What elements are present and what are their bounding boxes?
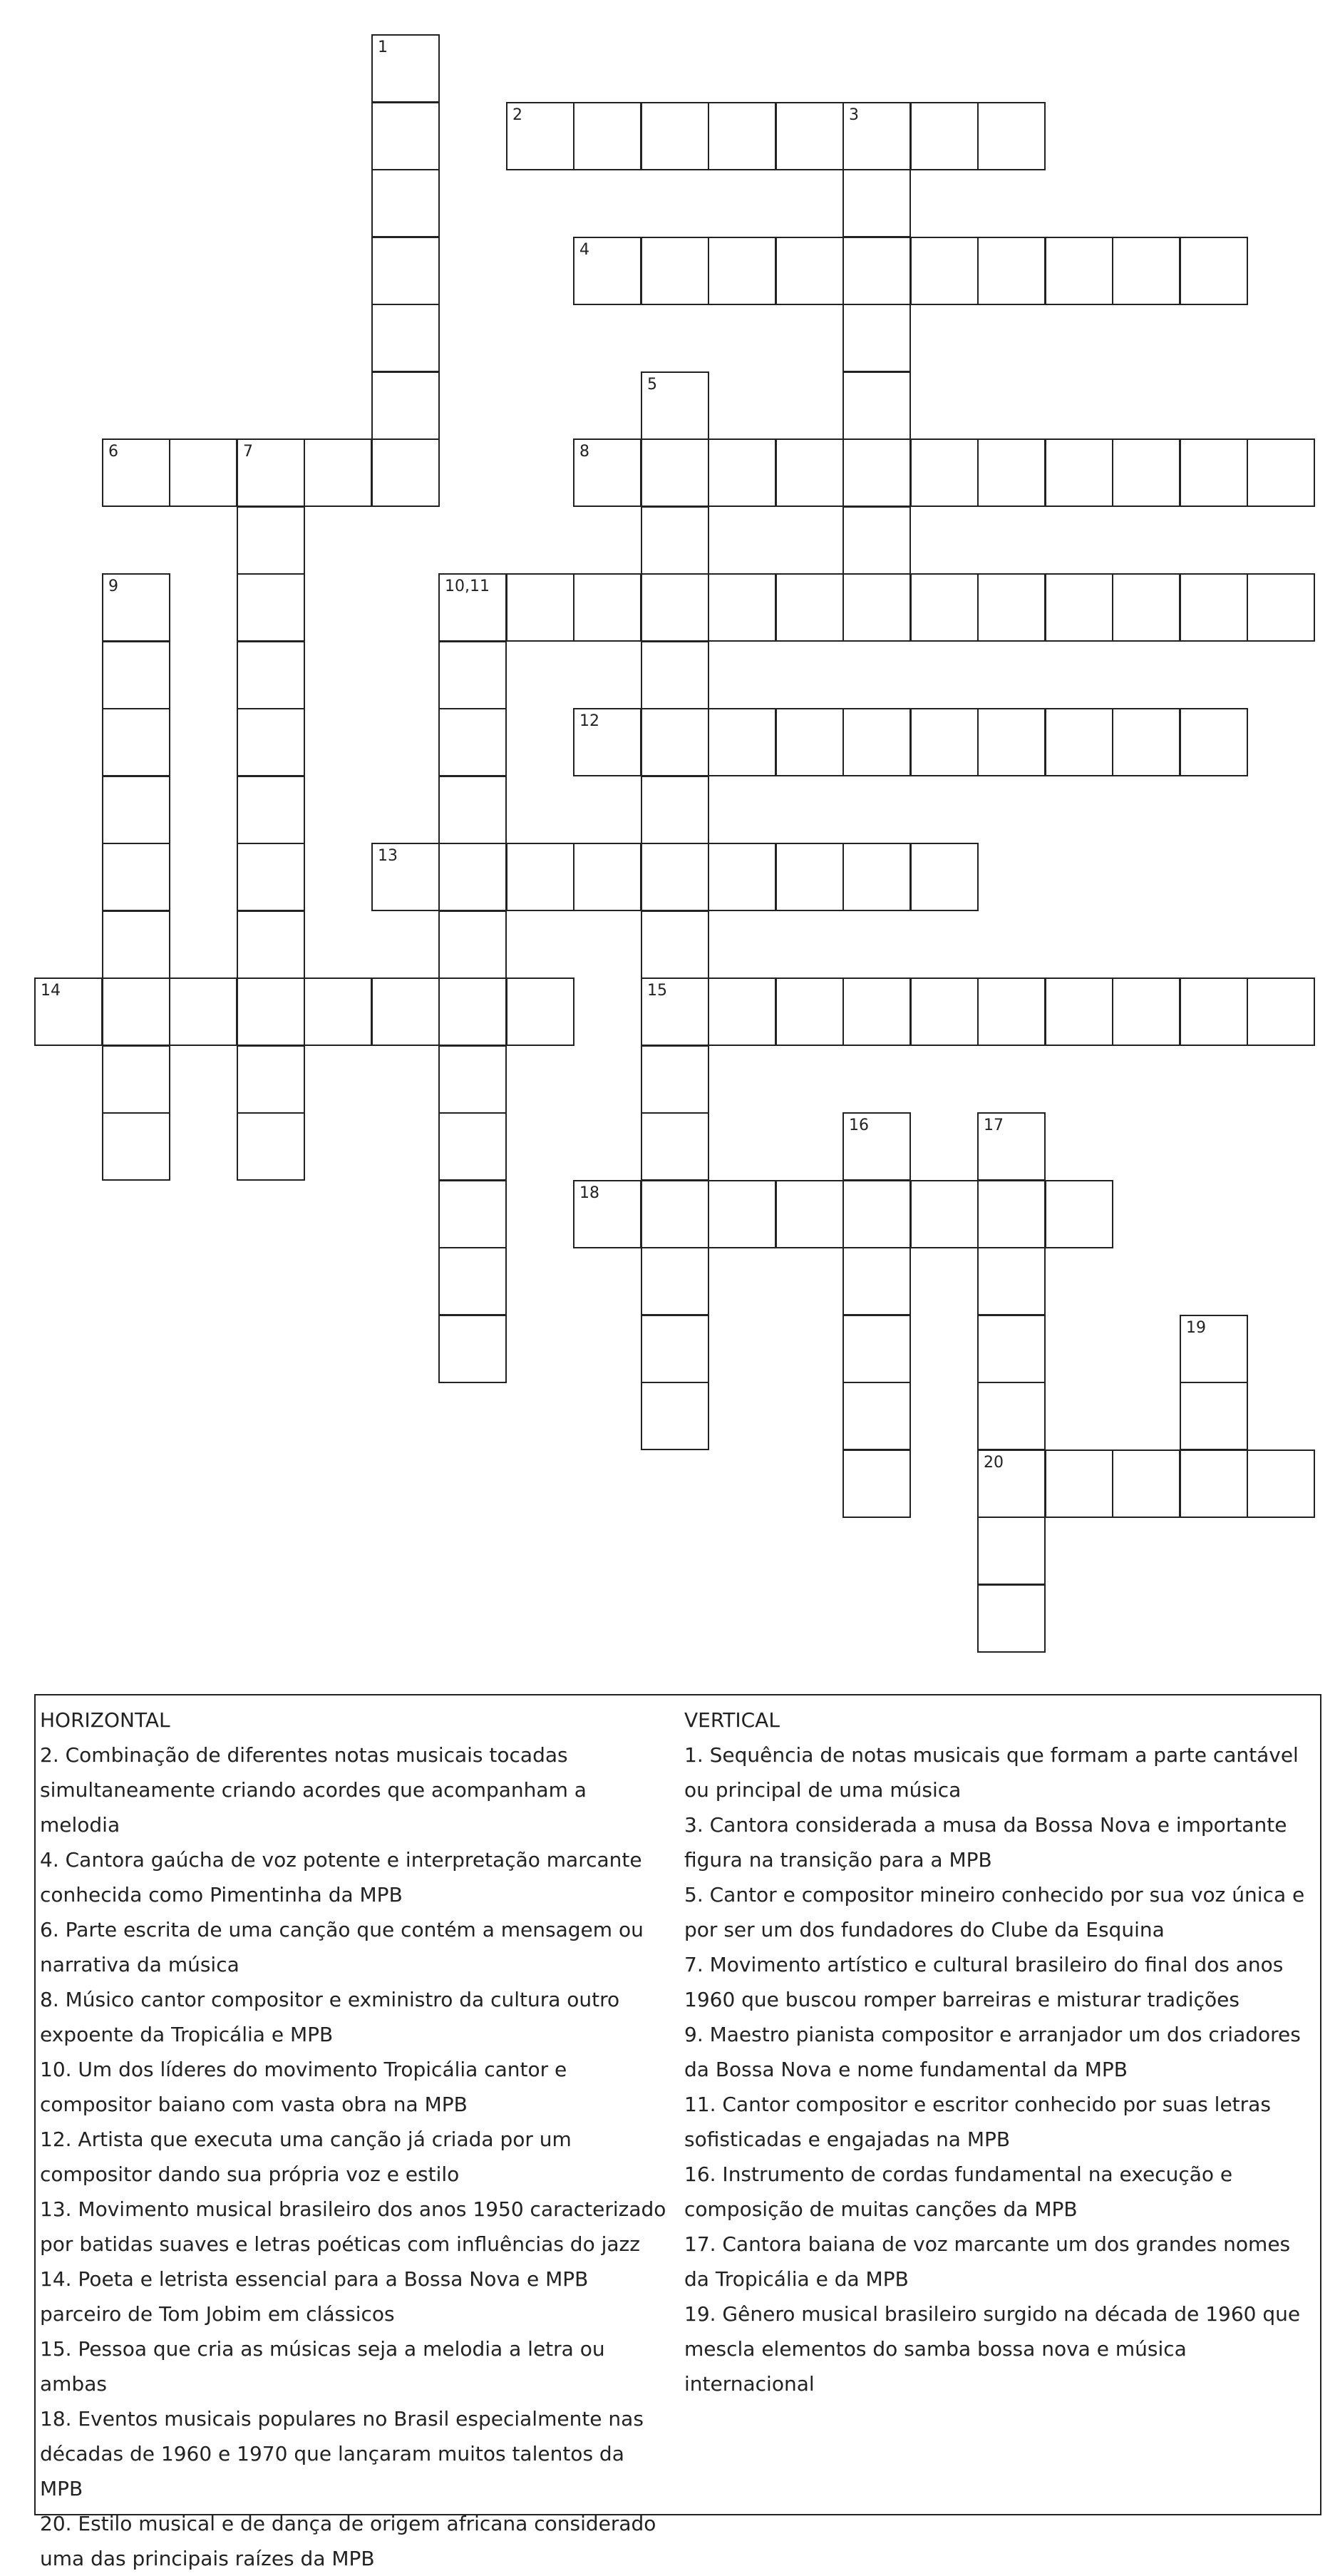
crossword-cell[interactable] (641, 977, 709, 1046)
across-clue: 18. Eventos musicais populares no Brasil especialmente nas décadas de 1960 e 1970 que lançaram muitos talentos da MPB (40, 2407, 644, 2500)
crossword-cell[interactable] (977, 1112, 1046, 1181)
crossword-cell[interactable] (1112, 708, 1180, 776)
clue-number: 5 (647, 376, 657, 394)
crossword-cell[interactable] (102, 1112, 170, 1181)
crossword-cell[interactable] (1247, 977, 1315, 1046)
crossword-cell[interactable] (842, 237, 911, 305)
crossword-cell[interactable] (775, 843, 844, 911)
crossword-cell[interactable] (506, 102, 574, 170)
crossword-cell[interactable] (641, 371, 709, 440)
crossword-cell[interactable] (708, 708, 776, 776)
crossword-cell[interactable] (641, 573, 709, 642)
crossword-cell[interactable] (842, 843, 911, 911)
crossword-cell[interactable] (910, 708, 979, 776)
crossword-cell[interactable] (1180, 1449, 1248, 1518)
crossword-cell[interactable] (910, 237, 979, 305)
crossword-cell[interactable] (438, 843, 507, 911)
clue-number: 6 (108, 443, 118, 461)
crossword-cell[interactable] (708, 237, 776, 305)
crossword-cell[interactable] (1112, 438, 1180, 507)
crossword-cell[interactable] (842, 708, 911, 776)
crossword-cell[interactable] (1045, 977, 1113, 1046)
clue-number: 3 (849, 106, 859, 124)
clue-number: 17 (984, 1117, 1004, 1134)
crossword-cell[interactable] (1112, 573, 1180, 642)
crossword-cell[interactable] (842, 573, 911, 642)
clue-number: 1 (378, 39, 388, 56)
crossword-cell[interactable] (641, 843, 709, 911)
clue-number: 15 (647, 982, 667, 1000)
crossword-cell[interactable] (842, 438, 911, 507)
crossword-cell[interactable] (708, 438, 776, 507)
crossword-cell[interactable] (1180, 977, 1248, 1046)
crossword-cell[interactable] (1180, 708, 1248, 776)
crossword-cell[interactable] (371, 237, 440, 305)
across-clue: 4. Cantora gaúcha de voz potente e interpretação marcante conhecida como Pimentinha da MPB (40, 1848, 642, 1907)
down-clue: 17. Cantora baiana de voz marcante um dos grandes nomes da Tropicália e da MPB (684, 2232, 1291, 2291)
crossword-cell[interactable] (910, 102, 979, 170)
crossword-cell[interactable] (775, 237, 844, 305)
crossword-cell[interactable] (1112, 1449, 1180, 1518)
down-heading: VERTICAL (684, 1708, 780, 1732)
clue-number: 7 (243, 443, 253, 461)
crossword-cell[interactable] (438, 1180, 507, 1248)
crossword-cell[interactable] (237, 1112, 305, 1181)
clue-number: 16 (849, 1117, 869, 1134)
down-clue: 1. Sequência de notas musicais que formam a parte cantável ou principal de uma música (684, 1743, 1299, 1802)
crossword-cell[interactable] (438, 1045, 507, 1114)
crossword-cell[interactable] (842, 1180, 911, 1248)
crossword-cell[interactable] (1045, 708, 1113, 776)
down-clue: 16. Instrumento de cordas fundamental na execução e composição de muitas canções da MPB (684, 2162, 1233, 2221)
crossword-cell[interactable] (842, 1449, 911, 1518)
crossword-cell[interactable] (977, 1584, 1046, 1653)
clue-number: 19 (1186, 1319, 1206, 1337)
crossword-cell[interactable] (371, 169, 440, 237)
crossword-cell[interactable] (573, 573, 641, 642)
crossword-cell[interactable] (102, 977, 170, 1046)
crossword-cell[interactable] (438, 1247, 507, 1315)
clue-number: 4 (579, 241, 589, 259)
crossword-cell[interactable] (371, 371, 440, 440)
crossword-cell[interactable] (910, 843, 979, 911)
crossword-cell[interactable] (438, 641, 507, 709)
crossword-cell[interactable] (641, 237, 709, 305)
crossword-cell[interactable] (1247, 1449, 1315, 1518)
crossword-cell[interactable] (1180, 1382, 1248, 1450)
crossword-cell[interactable] (237, 573, 305, 642)
across-clue: 6. Parte escrita de uma canção que contém a mensagem ou narrativa da música (40, 1918, 644, 1976)
crossword-cell[interactable] (102, 438, 170, 507)
across-clue: 20. Estilo musical e de dança de origem africana considerado uma das principais raízes da MPB (40, 2512, 656, 2570)
crossword-cell[interactable] (438, 1112, 507, 1181)
crossword-cell[interactable] (977, 1517, 1046, 1585)
crossword-cell[interactable] (237, 910, 305, 979)
crossword-cell[interactable] (775, 573, 844, 642)
crossword-cell[interactable] (775, 977, 844, 1046)
crossword-cell[interactable] (641, 776, 709, 844)
clue-number: 8 (579, 443, 589, 461)
crossword-cell[interactable] (641, 1247, 709, 1315)
crossword-cell[interactable] (977, 1315, 1046, 1383)
crossword-cell[interactable] (977, 977, 1046, 1046)
clue-number: 10,11 (445, 578, 490, 595)
crossword-cell[interactable] (506, 573, 574, 642)
across-clue: 13. Movimento musical brasileiro dos anos 1950 caracterizado por batidas suaves e letras poéticas com influências do jazz (40, 2197, 666, 2256)
crossword-cell[interactable] (1247, 573, 1315, 642)
crossword-cell[interactable] (506, 977, 574, 1046)
crossword-cell[interactable] (775, 438, 844, 507)
crossword-cell[interactable] (1180, 573, 1248, 642)
crossword-cell[interactable] (641, 1382, 709, 1450)
crossword-cell[interactable] (1045, 1180, 1113, 1248)
down-clue: 11. Cantor compositor e escritor conhecido por suas letras sofisticadas e engajadas na MPB (684, 2093, 1271, 2151)
crossword-cell[interactable] (708, 843, 776, 911)
crossword-cell[interactable] (708, 977, 776, 1046)
crossword-cell[interactable] (1180, 1315, 1248, 1383)
crossword-cell[interactable] (910, 977, 979, 1046)
across-clue: 8. Músico cantor compositor e exministro da cultura outro expoente da Tropicália e MPB (40, 1988, 620, 2046)
crossword-cell[interactable] (977, 237, 1046, 305)
crossword-cell[interactable] (708, 102, 776, 170)
crossword-cell[interactable] (977, 1449, 1046, 1518)
down-clues-column (684, 1703, 1317, 2401)
down-clue: 7. Movimento artístico e cultural brasileiro do final dos anos 1960 que buscou romper barreiras e misturar tradições (684, 1953, 1284, 2011)
crossword-cell[interactable] (775, 708, 844, 776)
crossword-cell[interactable] (977, 102, 1046, 170)
crossword-cell[interactable] (641, 708, 709, 776)
crossword-cell[interactable] (102, 708, 170, 776)
crossword-cell[interactable] (708, 573, 776, 642)
crossword-cell[interactable] (842, 371, 911, 440)
crossword-cell[interactable] (1045, 438, 1113, 507)
clue-number: 9 (108, 578, 118, 595)
crossword-cell[interactable] (102, 776, 170, 844)
crossword-cell[interactable] (842, 506, 911, 575)
crossword-cell[interactable] (438, 1315, 507, 1383)
crossword-cell[interactable] (237, 641, 305, 709)
crossword-cell[interactable] (977, 438, 1046, 507)
crossword-cell[interactable] (842, 1112, 911, 1181)
crossword-cell[interactable] (237, 977, 305, 1046)
crossword-cell[interactable] (842, 1382, 911, 1450)
crossword-cell[interactable] (641, 1112, 709, 1181)
crossword-cell[interactable] (977, 1382, 1046, 1450)
crossword-cell[interactable] (573, 708, 641, 776)
across-clue: 14. Poeta e letrista essencial para a Bossa Nova e MPB parceiro de Tom Jobim em clássicos (40, 2267, 589, 2326)
down-clue: 19. Gênero musical brasileiro surgido na década de 1960 que mescla elementos do samba bossa nova e música internacional (684, 2302, 1301, 2396)
crossword-cell[interactable] (641, 102, 709, 170)
crossword-cell[interactable] (842, 1315, 911, 1383)
crossword-cell[interactable] (641, 438, 709, 507)
crossword-cell[interactable] (641, 506, 709, 575)
clue-number: 14 (41, 982, 61, 1000)
crossword-cell[interactable] (641, 910, 709, 979)
crossword-cell[interactable] (1112, 977, 1180, 1046)
crossword-cell[interactable] (842, 1247, 911, 1315)
crossword-cell[interactable] (438, 708, 507, 776)
crossword-cell[interactable] (169, 977, 237, 1046)
across-clue: 10. Um dos líderes do movimento Tropicália cantor e compositor baiano com vasta obra na MPB (40, 2058, 567, 2116)
crossword-cell[interactable] (371, 304, 440, 372)
crossword-cell[interactable] (438, 776, 507, 844)
crossword-cell[interactable] (237, 843, 305, 911)
crossword-cell[interactable] (977, 708, 1046, 776)
crossword-cell[interactable] (1112, 237, 1180, 305)
crossword-cell[interactable] (641, 641, 709, 709)
crossword-cell[interactable] (506, 843, 574, 911)
crossword-cell[interactable] (842, 977, 911, 1046)
crossword-cell[interactable] (641, 1180, 709, 1248)
crossword-cell[interactable] (977, 1180, 1046, 1248)
crossword-cell[interactable] (1247, 438, 1315, 507)
crossword-cell[interactable] (1180, 438, 1248, 507)
crossword-cell[interactable] (573, 843, 641, 911)
crossword-cell[interactable] (169, 438, 237, 507)
crossword-cell[interactable] (34, 977, 103, 1046)
crossword-cell[interactable] (237, 776, 305, 844)
crossword-cell[interactable] (371, 438, 440, 507)
clue-number: 20 (984, 1454, 1004, 1472)
crossword-cell[interactable] (977, 1247, 1046, 1315)
across-clue: 2. Combinação de diferentes notas musicais tocadas simultaneamente criando acordes que acompanham a melodia (40, 1743, 587, 1837)
crossword-cell[interactable] (910, 573, 979, 642)
crossword-cell[interactable] (438, 977, 507, 1046)
crossword-cell[interactable] (102, 910, 170, 979)
clue-number: 13 (378, 847, 398, 865)
crossword-cell[interactable] (1045, 573, 1113, 642)
crossword-cell[interactable] (438, 573, 507, 642)
crossword-cell[interactable] (237, 1045, 305, 1114)
crossword-cell[interactable] (910, 1180, 979, 1248)
crossword-cell[interactable] (102, 843, 170, 911)
clue-number: 2 (512, 106, 522, 124)
crossword-cell[interactable] (237, 506, 305, 575)
down-clue: 3. Cantora considerada a musa da Bossa Nova e importante figura na transição para a MPB (684, 1813, 1287, 1872)
crossword-cell[interactable] (708, 1180, 776, 1248)
crossword-cell[interactable] (775, 102, 844, 170)
crossword-cell[interactable] (237, 708, 305, 776)
crossword-cell[interactable] (910, 438, 979, 507)
clue-number: 12 (579, 712, 599, 730)
clue-number: 18 (579, 1184, 599, 1202)
crossword-cell[interactable] (641, 1315, 709, 1383)
crossword-cell[interactable] (573, 237, 641, 305)
across-clue: 15. Pessoa que cria as músicas seja a melodia a letra ou ambas (40, 2337, 605, 2396)
crossword-cell[interactable] (842, 102, 911, 170)
crossword-cell[interactable] (1045, 1449, 1113, 1518)
clues-box (34, 1694, 1321, 2570)
crossword-cell[interactable] (102, 641, 170, 709)
crossword-cell[interactable] (977, 573, 1046, 642)
crossword-cell[interactable] (304, 438, 372, 507)
across-heading: HORIZONTAL (40, 1708, 170, 1732)
crossword-cell[interactable] (1180, 237, 1248, 305)
crossword-cell[interactable] (1045, 237, 1113, 305)
crossword-cell[interactable] (573, 438, 641, 507)
crossword-cell[interactable] (102, 1045, 170, 1114)
crossword-cell[interactable] (371, 843, 440, 911)
crossword-cell[interactable] (371, 977, 440, 1046)
crossword-cell[interactable] (371, 102, 440, 170)
crossword-cell[interactable] (573, 1180, 641, 1248)
crossword-cell[interactable] (573, 102, 641, 170)
crossword-cell[interactable] (102, 573, 170, 642)
crossword-cell[interactable] (237, 438, 305, 507)
crossword-cell[interactable] (371, 34, 440, 103)
crossword-cell[interactable] (775, 1180, 844, 1248)
crossword-cell[interactable] (842, 169, 911, 237)
crossword-cell[interactable] (304, 977, 372, 1046)
crossword-cell[interactable] (842, 304, 911, 372)
across-clues-column (40, 1703, 667, 2576)
down-clue: 5. Cantor e compositor mineiro conhecido por sua voz única e por ser um dos fundadores do Clube da Esquina (684, 1883, 1305, 1941)
across-clue: 12. Artista que executa uma canção já criada por um compositor dando sua própria voz e estilo (40, 2128, 572, 2186)
crossword-cell[interactable] (641, 1045, 709, 1114)
down-clue: 9. Maestro pianista compositor e arranjador um dos criadores da Bossa Nova e nome fundamental da MPB (684, 2023, 1301, 2081)
crossword-cell[interactable] (438, 910, 507, 979)
